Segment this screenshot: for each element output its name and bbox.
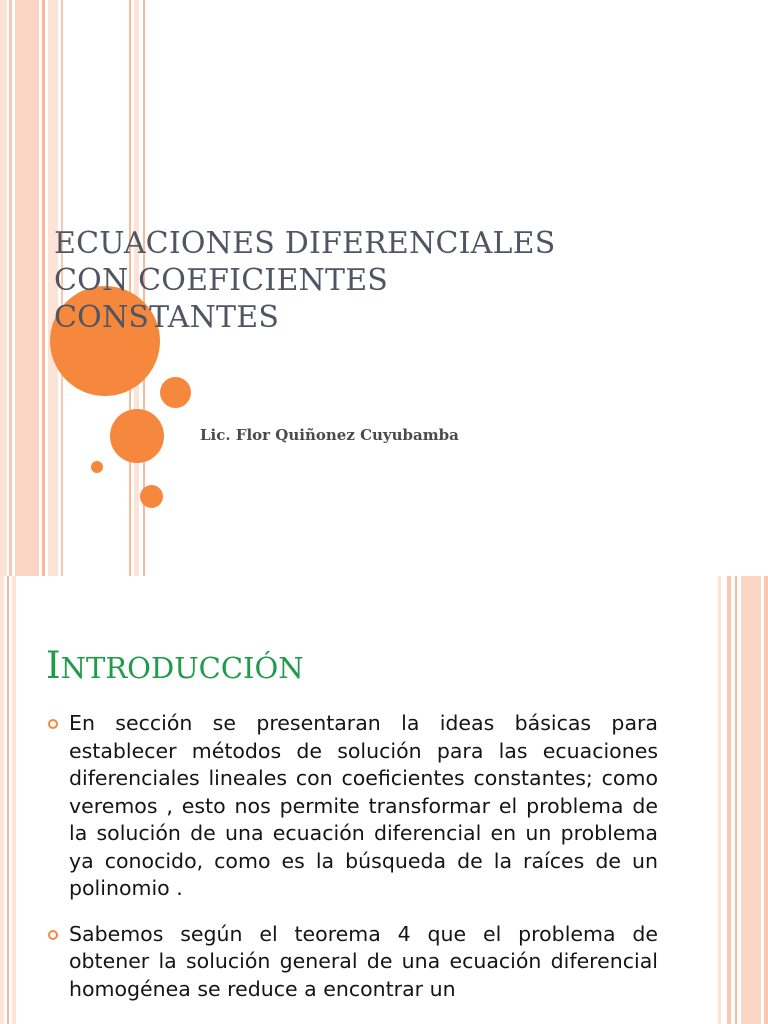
decor-stripe	[15, 0, 39, 576]
decor-stripe	[718, 576, 721, 1024]
decor-stripe	[727, 576, 731, 1024]
bullet-text: Sabemos según el teorema 4 que el problema de obtener la solución general de una ecuación diferencial homogénea se reduce a encontrar un	[69, 921, 658, 1001]
decor-stripe	[735, 576, 737, 1024]
heading-rest: NTRODUCCIÓN	[60, 651, 304, 685]
decor-stripe	[42, 0, 45, 576]
bullet-list	[46, 710, 658, 1003]
section-heading	[46, 646, 304, 688]
decor-stripe	[764, 576, 768, 1024]
small-orange-circle	[160, 377, 191, 408]
decor-stripe	[741, 576, 761, 1024]
medium-orange-circle	[110, 409, 164, 463]
list-item	[46, 710, 658, 903]
tiny-orange-circle	[91, 461, 103, 473]
small-orange-circle	[140, 485, 163, 508]
hollow-circle-bullet-icon	[48, 930, 58, 940]
bullet-text: En sección se presentaran la ideas básicas para establecer métodos de solución para las ecuaciones diferenciales lineales con coeficientes constantes; como veremos , esto nos permite transformar el problema de la solución de una ecuación diferencial en un problema ya conocido, como es la búsqueda de la raíces de un polinomio .	[69, 711, 658, 900]
decor-stripe	[0, 0, 7, 576]
decor-stripe	[0, 576, 4, 1024]
decor-stripe	[9, 0, 12, 576]
slide-title-line: CONSTANTES	[54, 300, 280, 335]
introduction-slide	[0, 576, 768, 1024]
hollow-circle-bullet-icon	[48, 719, 58, 729]
decor-stripe	[12, 576, 16, 1024]
heading-initial: I	[46, 644, 61, 687]
slide-title-line: ECUACIONES DIFERENCIALES	[54, 226, 556, 261]
list-item	[46, 921, 658, 1004]
slide-title-line: CON COEFICIENTES	[54, 263, 389, 298]
decor-stripe	[7, 576, 9, 1024]
slide-title	[54, 225, 654, 336]
author-name: Lic. Flor Quiñonez Cuyubamba	[200, 426, 459, 444]
